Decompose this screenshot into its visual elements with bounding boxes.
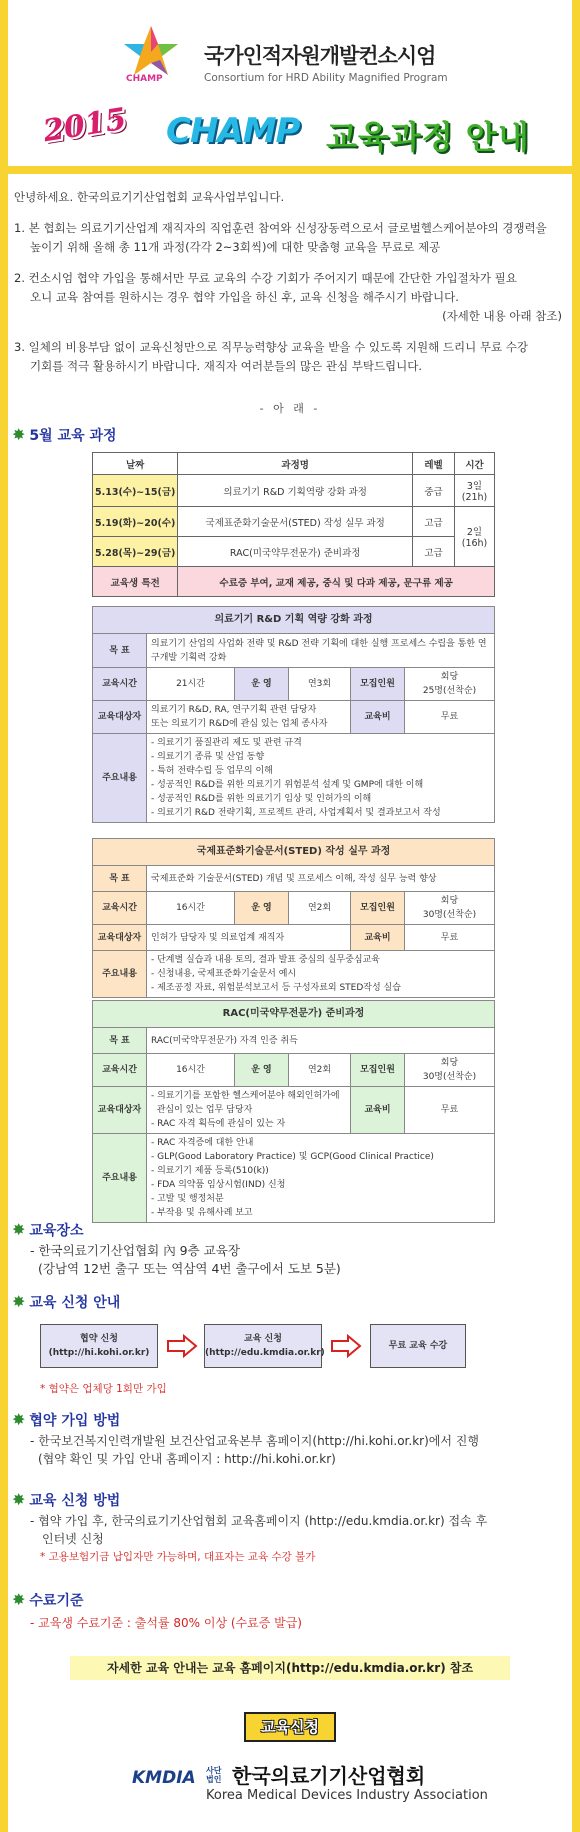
how-apply-note: * 고용보험기금 납입자만 가능하며, 대표자는 교육 수강 불가 xyxy=(40,1551,316,1563)
how-apply-line1[interactable]: - 협약 가입 후, 한국의료기기산업협회 교육홈페이지 (http://edu.kmdia.or.kr) 접속 후 xyxy=(30,1514,488,1528)
intro-p1-line2: 높이기 위해 올해 총 11개 과정(각각 2~3회씩)에 대한 맞춤형 교육을 무료로 제공 xyxy=(30,240,441,254)
time-cell: 3일 (21h) xyxy=(455,475,495,507)
course-detail-rac xyxy=(92,1000,495,1223)
recruit-value: 회당 30명(선착순) xyxy=(405,1054,495,1087)
header-cell: 날짜 xyxy=(93,453,178,475)
perk-label: 교육생 특전 xyxy=(93,567,178,597)
course-title: 국제표준화기술문서(STED) 작성 실무 과정 xyxy=(93,839,495,866)
content-value xyxy=(147,951,495,998)
divider xyxy=(0,166,580,174)
date-cell: 5.28(목)~29(금) xyxy=(93,537,178,567)
hours-value: 16시간 xyxy=(147,1054,235,1087)
perk-row xyxy=(93,567,495,597)
course-cell: RAC(미국약무전문가) 준비과정 xyxy=(178,537,413,567)
level-cell: 고급 xyxy=(413,507,455,537)
list-item: - 의료기기 종류 및 산업 동향 xyxy=(151,752,265,762)
join-line1[interactable]: - 한국보건복지인력개발원 보건산업교육본부 홈페이지(http://hi.kohi.or.kr)에서 진행 xyxy=(30,1434,479,1448)
list-item: - RAC 자격증에 대한 안내 xyxy=(151,1138,254,1148)
list-item: - GLP(Good Laboratory Practice) 및 GCP(Good Clinical Practice) xyxy=(151,1152,434,1162)
completion-line: - 교육생 수료기준 : 출석률 80% 이상 (수료증 발급) xyxy=(30,1616,302,1630)
join-line2[interactable]: (협약 확인 및 가입 안내 홈페이지 : http://hi.kohi.or.kr) xyxy=(38,1452,336,1466)
goal-value: 국제표준화 기술문서(STED) 개념 및 프로세스 이해, 작성 실무 능력 향상 xyxy=(147,866,495,892)
location-line2: (강남역 12번 출구 또는 역삼역 4번 출구에서 도보 5분) xyxy=(38,1261,341,1276)
content-label: 주요내용 xyxy=(93,734,147,823)
level-cell: 고급 xyxy=(413,537,455,567)
homepage-banner[interactable]: 자세한 교육 안내는 교육 홈페이지(http://edu.kmdia.or.kr) 참조 xyxy=(70,1656,510,1680)
section-heading-may: ✸ 5월 교육 과정 xyxy=(12,425,117,444)
course-detail-rnd xyxy=(92,606,495,823)
list-item: - 의료기기 품질관리 제도 및 관련 규격 xyxy=(151,738,302,748)
fee-value: 무료 xyxy=(405,701,495,734)
how-apply-line2: 인터넷 신청 xyxy=(42,1532,104,1546)
header-cell: 시간 xyxy=(455,453,495,475)
champ-wordmark: CHAMP xyxy=(126,74,163,84)
course-cell: 국제표준화기술문서(STED) 작성 실무 과정 xyxy=(178,507,413,537)
section-heading-how-apply: ✸ 교육 신청 방법 xyxy=(12,1490,121,1509)
content-value xyxy=(147,1134,495,1223)
kmdia-name-ko: 한국의료기기산업협회 xyxy=(232,1764,426,1788)
target-label: 교육대상자 xyxy=(93,701,147,734)
org-name-en: Consortium for HRD Ability Magnified Program xyxy=(204,72,448,84)
list-item: - 성공적인 R&D를 위한 의료기기 위험분석 설계 및 GMP에 대한 이해 xyxy=(151,780,424,790)
target-label: 교육대상자 xyxy=(93,925,147,951)
recruit-value: 회당 25명(선착순) xyxy=(405,668,495,701)
list-item: - FDA 의약품 임상시험(IND) 신청 xyxy=(151,1180,286,1190)
intro-p1-line1: 1. 본 협회는 의료기기산업계 재직자의 직업훈련 참여와 신성장동력으로서 글로벌헬스케어분야의 경쟁력을 xyxy=(14,221,547,235)
fee-value: 무료 xyxy=(405,925,495,951)
recruit-label: 모집인원 xyxy=(351,1054,405,1087)
time-cell: 2일 (16h) xyxy=(455,507,495,567)
location-text xyxy=(30,1242,341,1278)
date-cell: 5.19(화)~20(수) xyxy=(93,507,178,537)
step-attend: 무료 교육 수강 xyxy=(370,1324,466,1368)
kmdia-corp-mark: 사단 법인 xyxy=(206,1766,222,1784)
target-value: 인허가 담당자 및 의료업계 재직자 xyxy=(147,925,351,951)
intro-p2-line3: (자세한 내용 아래 참조) xyxy=(442,309,562,323)
intro-p3-line2: 기회를 적극 활용하시기 바랍니다. 재직자 여러분들의 많은 관심 부탁드립니다. xyxy=(30,359,423,373)
list-item: - 부작용 및 유해사례 보고 xyxy=(151,1208,253,1218)
star-bullet-icon: ✸ xyxy=(12,1292,26,1311)
hours-label: 교육시간 xyxy=(93,892,147,925)
schedule-table xyxy=(92,452,495,597)
operation-label: 운 영 xyxy=(235,1054,289,1087)
hours-value: 16시간 xyxy=(147,892,235,925)
target-value: 의료기기 R&D, RA, 연구기획 관련 담당자 또는 의료기기 R&D에 관심 있는 업체 종사자 xyxy=(147,701,351,734)
content-label: 주요내용 xyxy=(93,951,147,998)
goal-label: 목 표 xyxy=(93,634,147,668)
step-apply[interactable]: 교육 신청 (http://edu.kmdia.or.kr) xyxy=(204,1324,322,1368)
star-bullet-icon: ✸ xyxy=(12,1590,26,1609)
year-label: 2015 xyxy=(40,101,129,150)
operation-label: 운 영 xyxy=(235,668,289,701)
star-bullet-icon: ✸ xyxy=(12,1490,26,1509)
table-row xyxy=(93,537,495,567)
title-guide: 교육과정 안내 xyxy=(326,118,530,156)
list-item: - 의료기기 제품 등록(510(k)) xyxy=(151,1166,269,1176)
goal-value: RAC(미국약무전문가) 자격 인증 취득 xyxy=(147,1028,495,1054)
fee-label: 교육비 xyxy=(351,701,405,734)
list-item: - 의료기기 R&D 전략기획, 프로젝트 관리, 사업계획서 및 결과보고서 작성 xyxy=(151,808,441,818)
step-join[interactable]: 협약 신청 (http://hi.kohi.or.kr) xyxy=(40,1324,158,1368)
table-row xyxy=(93,507,495,537)
join-note: * 협약은 업체당 1회만 가입 xyxy=(40,1383,167,1395)
section-heading-join: ✸ 협약 가입 방법 xyxy=(12,1410,121,1429)
target-value: - 의료기기를 포함한 헬스케어분야 해외인허가에 관심이 있는 업무 담당자 - RAC 자격 획득에 관심이 있는 자 xyxy=(147,1087,351,1134)
title-champ: CHAMP xyxy=(166,111,300,151)
course-title: 의료기기 R&D 기획 역량 강화 과정 xyxy=(93,607,495,634)
arrow-right-icon xyxy=(330,1334,362,1358)
list-item: - 제조공정 자료, 위험분석보고서 등 구성자료외 STED작성 실습 xyxy=(151,983,401,993)
recruit-label: 모집인원 xyxy=(351,892,405,925)
intro-p3-line1: 3. 일체의 비용부담 없이 교육신청만으로 직무능력향상 교육을 받을 수 있도록 지원해 드리니 무료 수강 xyxy=(14,340,528,354)
operation-value: 연2회 xyxy=(289,1054,351,1087)
header-cell: 레벨 xyxy=(413,453,455,475)
list-item: - 신청내용, 국제표준화기술문서 예시 xyxy=(151,969,297,979)
hours-label: 교육시간 xyxy=(93,668,147,701)
content-label: 주요내용 xyxy=(93,1134,147,1223)
recruit-label: 모집인원 xyxy=(351,668,405,701)
list-item: - 단계별 실습과 내용 토의, 결과 발표 중심의 실무중심교육 xyxy=(151,955,380,965)
page xyxy=(8,0,572,1832)
table-row xyxy=(93,475,495,507)
goal-value: 의료기기 산업의 사업화 전략 및 R&D 전략 기획에 대한 실행 프로세스 수립을 통한 연구개발 기획력 강화 xyxy=(147,634,495,668)
intro-p2-line2: 오니 교육 참여를 원하시는 경우 협약 가입을 하신 후, 교육 신청을 해주시기 바랍니다. xyxy=(30,290,459,304)
star-bullet-icon: ✸ xyxy=(12,425,26,444)
ah-separator: - 아 래 - xyxy=(259,402,321,415)
course-cell: 의료기기 R&D 기획역량 강화 과정 xyxy=(178,475,413,507)
section-heading-completion: ✸ 수료기준 xyxy=(12,1590,84,1609)
operation-value: 연3회 xyxy=(289,668,351,701)
operation-label: 운 영 xyxy=(235,892,289,925)
list-item: - 고발 및 행정처분 xyxy=(151,1194,224,1204)
kmdia-logo: KMDIA xyxy=(132,1768,196,1788)
champ-star-logo-icon xyxy=(120,22,182,78)
section-heading-location: ✸ 교육장소 xyxy=(12,1220,84,1239)
course-title: RAC(미국약무전문가) 준비과정 xyxy=(93,1001,495,1028)
header-cell: 과정명 xyxy=(178,453,413,475)
org-name-ko: 국가인적자원개발컨소시엄 xyxy=(204,44,436,68)
how-apply-text xyxy=(30,1512,487,1566)
course-detail-sted xyxy=(92,838,495,998)
hours-value: 21시간 xyxy=(147,668,235,701)
date-cell: 5.13(수)~15(금) xyxy=(93,475,178,507)
goal-label: 목 표 xyxy=(93,866,147,892)
list-item: - 성공적인 R&D를 위한 의료기기 임상 및 인허가의 이해 xyxy=(151,794,372,804)
fee-value: 무료 xyxy=(405,1087,495,1134)
star-bullet-icon: ✸ xyxy=(12,1220,26,1239)
fee-label: 교육비 xyxy=(351,1087,405,1134)
perk-value: 수료증 부여, 교재 제공, 중식 및 다과 제공, 문구류 제공 xyxy=(178,567,495,597)
join-text xyxy=(30,1432,479,1468)
kmdia-name-en: Korea Medical Devices Industry Association xyxy=(206,1788,488,1803)
fee-label: 교육비 xyxy=(351,925,405,951)
header xyxy=(8,0,572,165)
greeting: 안녕하세요. 한국의료기기산업협회 교육사업부입니다. xyxy=(14,190,285,204)
operation-value: 연2회 xyxy=(289,892,351,925)
section-heading-apply-guide: ✸ 교육 신청 안내 xyxy=(12,1292,121,1311)
star-bullet-icon: ✸ xyxy=(12,1410,26,1429)
goal-label: 목 표 xyxy=(93,1028,147,1054)
intro-p2-line1: 2. 컨소시엄 협약 가입을 통해서만 무료 교육의 수강 기회가 주어지기 때문에 간단한 가입절차가 필요 xyxy=(14,271,517,285)
hours-label: 교육시간 xyxy=(93,1054,147,1087)
target-label: 교육대상자 xyxy=(93,1087,147,1134)
recruit-value: 회당 30명(선착순) xyxy=(405,892,495,925)
table-header-row xyxy=(93,453,495,475)
content-value xyxy=(147,734,495,823)
arrow-right-icon xyxy=(166,1334,198,1358)
list-item: - 특허 전략수립 등 업무의 이해 xyxy=(151,766,273,776)
apply-button[interactable]: 교육신청 xyxy=(244,1712,336,1742)
location-line1: - 한국의료기기산업협회 內 9층 교육장 xyxy=(30,1243,240,1258)
intro-text xyxy=(14,188,566,388)
level-cell: 중급 xyxy=(413,475,455,507)
